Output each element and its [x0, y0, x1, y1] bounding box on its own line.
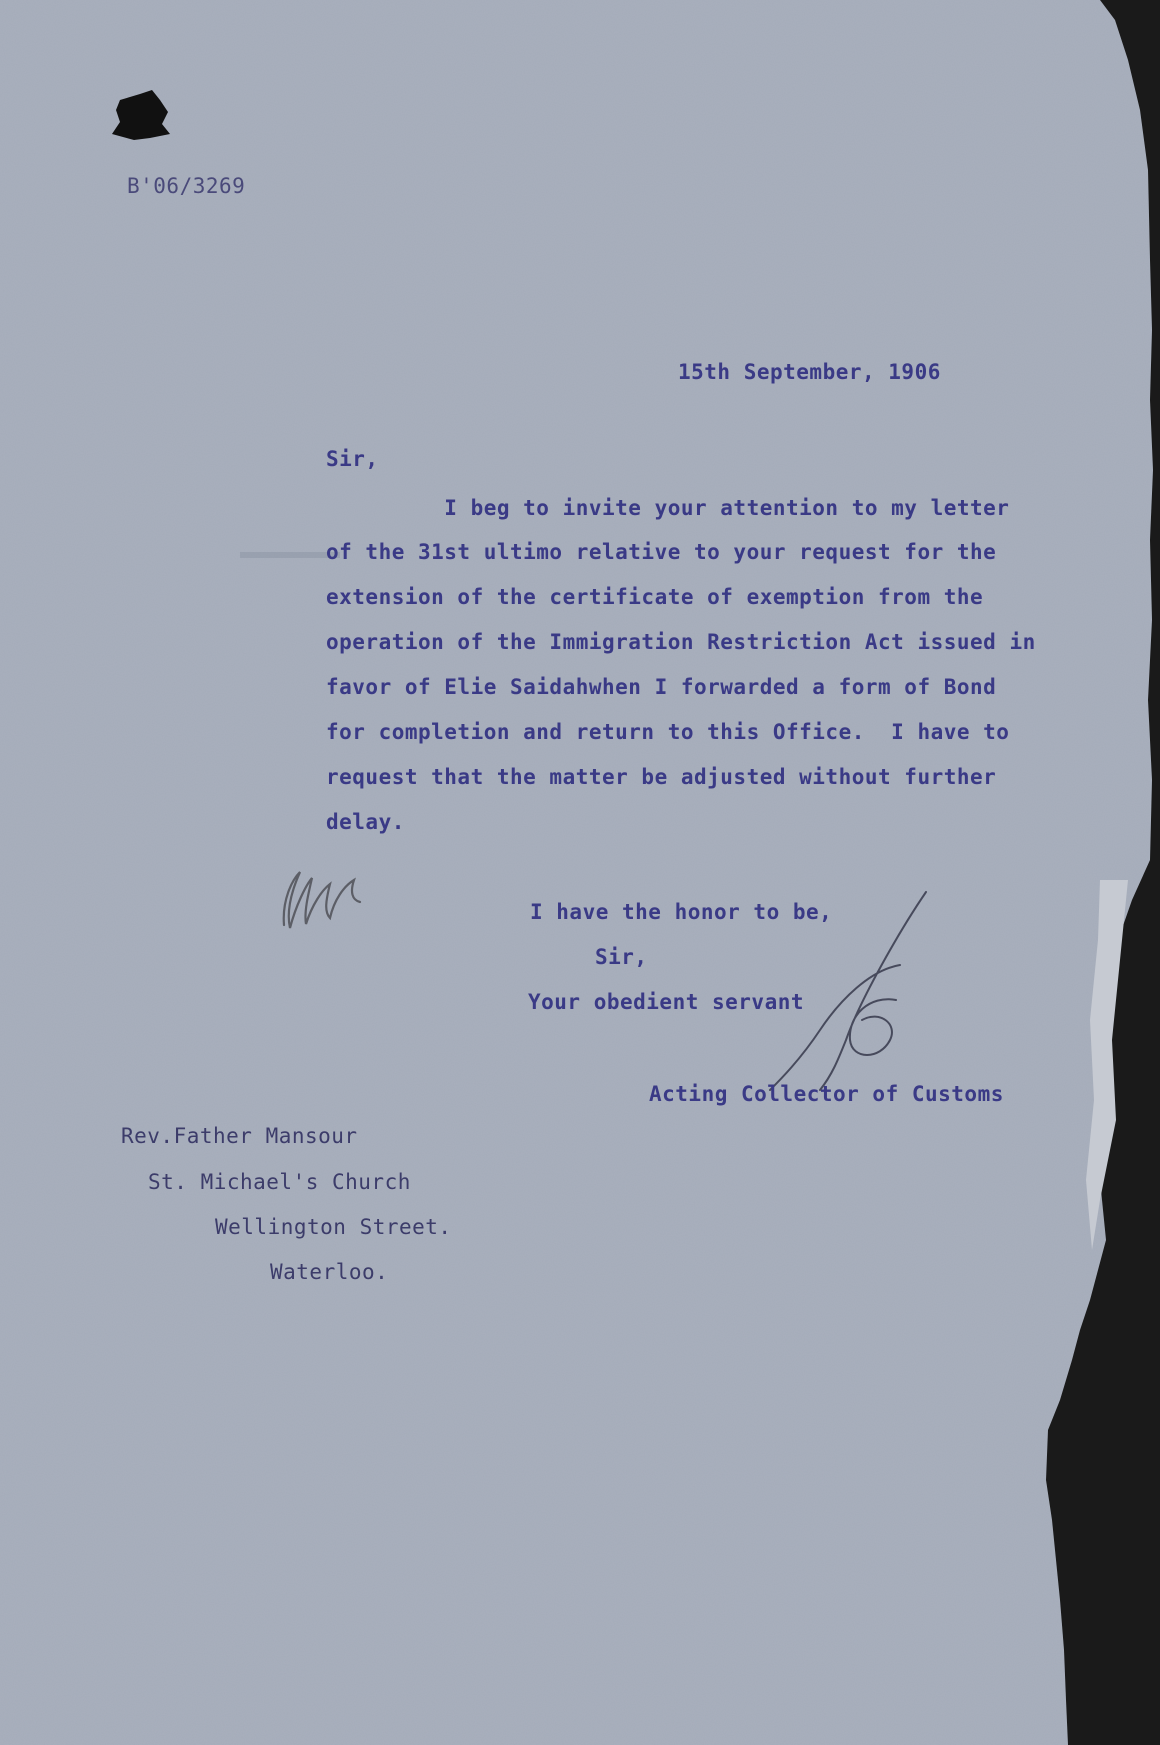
- body-line: request that the matter be adjusted without further: [326, 765, 997, 789]
- letter-date: 15th September, 1906: [678, 360, 941, 384]
- reference-number: B'06/3269: [127, 174, 246, 198]
- body-line: I beg to invite your attention to my letter: [326, 496, 1010, 520]
- body-line: favor of Elie Saidahwhen I forwarded a form of Bond: [326, 675, 997, 699]
- body-line: for completion and return to this Office. I have to: [326, 720, 1010, 744]
- body-line: extension of the certificate of exemption from the: [326, 585, 984, 609]
- body-line: operation of the Immigration Restriction Act issued in: [326, 630, 1036, 654]
- addressee-church: St. Michael's Church: [148, 1170, 411, 1194]
- closing-servant: Your obedient servant: [528, 990, 805, 1014]
- closing-line: I have the honor to be,: [530, 900, 833, 924]
- signatory-title: Acting Collector of Customs: [649, 1082, 1004, 1106]
- addressee-town: Waterloo.: [270, 1260, 389, 1284]
- salutation: Sir,: [326, 447, 379, 471]
- stain: [240, 552, 340, 558]
- addressee-name: Rev.Father Mansour: [121, 1124, 358, 1148]
- closing-sir: Sir,: [595, 945, 648, 969]
- addressee-street: Wellington Street.: [215, 1215, 452, 1239]
- body-line: delay.: [326, 810, 405, 834]
- body-line: of the 31st ultimo relative to your request for the: [326, 540, 997, 564]
